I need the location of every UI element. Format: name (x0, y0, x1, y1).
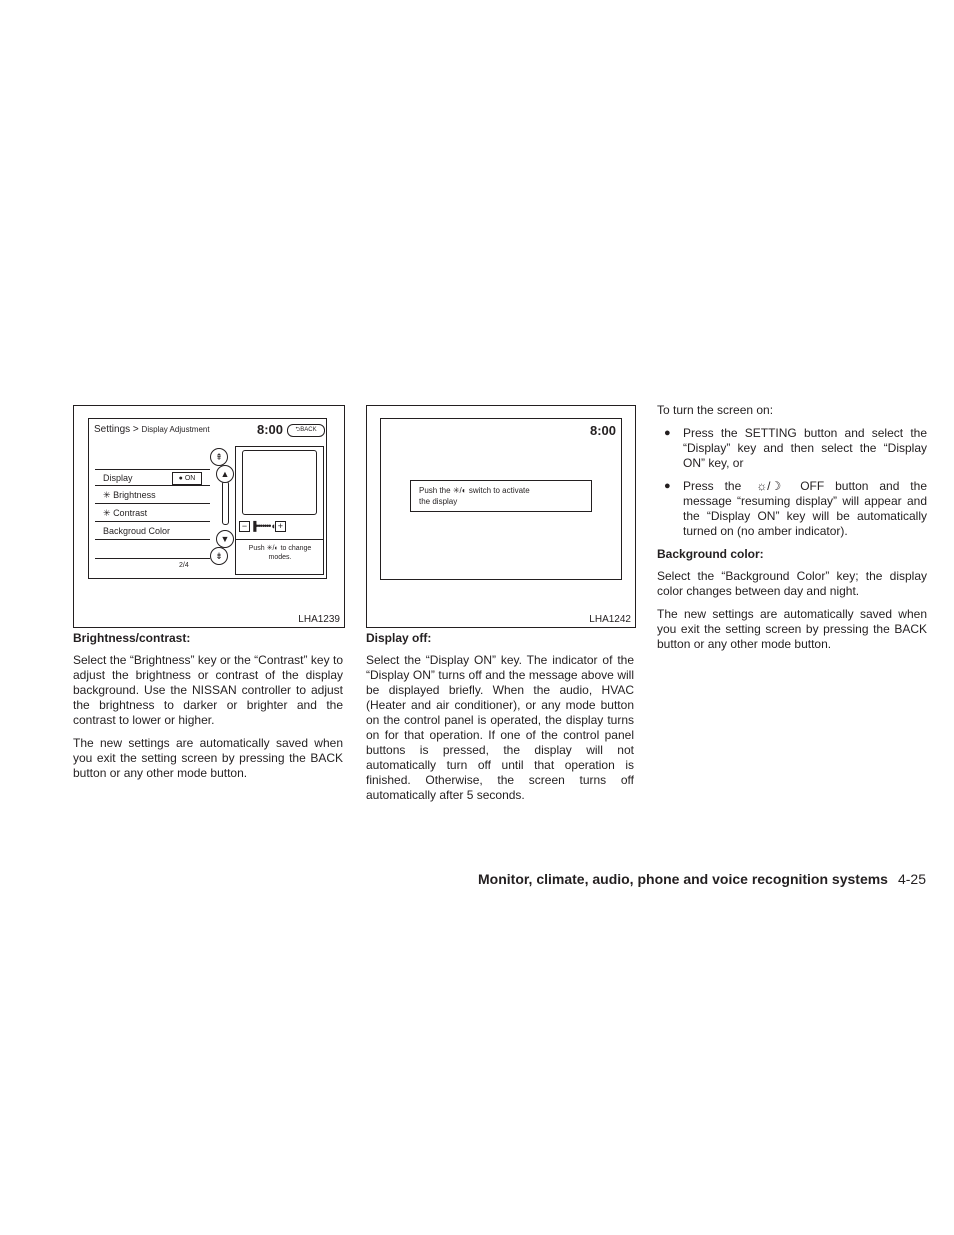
push-hint: Push ✳/◐ to change modes. (248, 545, 312, 561)
minus-icon: − (239, 521, 250, 532)
column-brightness-contrast (73, 631, 343, 789)
list-item: ● Press the ☼/☽ OFF button and the message “resuming display” will appear and the “Display ON” key will be automatically turned on (no amber indicator). (664, 479, 927, 538)
slider-track: ▐•••••••◖ (250, 521, 275, 531)
scroll-down-icon: ▼ (216, 530, 234, 548)
figure-display-adjustment (73, 405, 345, 628)
menu-item-contrast: ✳ Contrast (95, 505, 210, 522)
menu-item-background-color: Backgroud Color (95, 523, 210, 540)
settings-screen (88, 418, 327, 579)
intro-text: To turn the screen on: (657, 403, 774, 417)
paragraph: The new settings are automatically saved when you exit the setting screen by pressing the BACK button or any other mode button. (657, 607, 927, 651)
day-night-icon: ☼/☽ (756, 479, 782, 493)
contrast-icon: ✳ (103, 508, 111, 518)
clock: 8:00 (257, 422, 284, 437)
figure-label: LHA1242 (589, 614, 631, 625)
display-off-screen (380, 418, 622, 580)
on-indicator: ● ON (172, 472, 202, 485)
column-display-off (366, 631, 634, 811)
paragraph: Select the “Brightness” key or the “Contrast” key to adjust the brightness or contrast of the display background. Use the NISSAN controller to adjust the brightness to darker or brighter and the contrast to lower or higher. (73, 653, 343, 727)
scroll-top-icon: ⇞ (210, 448, 228, 466)
scroll-up-icon: ▲ (216, 465, 234, 483)
scroll-bottom-icon: ⇟ (210, 547, 228, 565)
menu-item-empty (95, 541, 210, 559)
hint-divider (236, 539, 323, 540)
menu-item-brightness: ✳ Brightness (95, 487, 210, 504)
figure-display-off (366, 405, 636, 628)
settings-title: Settings (94, 424, 131, 435)
section-heading: Background color: (657, 547, 764, 561)
figure-label: LHA1239 (298, 614, 340, 625)
sun-icon: ✳ (103, 490, 111, 500)
adjust-slider (239, 520, 319, 533)
day-night-icon: ✳/◐ (266, 545, 279, 552)
preview-window (242, 450, 317, 515)
return-arrow-icon: ⮌ (295, 427, 301, 433)
scroll-bar (222, 481, 229, 525)
paragraph: The new settings are automatically saved when you exit the setting screen by pressing the BACK button or any other mode button. (73, 736, 343, 780)
page-number: 4-25 (897, 871, 926, 887)
section-heading: Brightness/contrast: (73, 631, 191, 645)
menu-item-display: Display ● ON (95, 469, 210, 486)
paragraph: Select the “Background Color” key; the display color changes between day and night. (657, 569, 927, 598)
preview-area (235, 446, 324, 575)
page-indicator: 2/4 (179, 562, 189, 569)
bullet-icon: ● (664, 480, 671, 492)
display-adjustment-title: Display Adjustment (141, 425, 210, 434)
clock: 8:00 (589, 423, 616, 438)
screen-header: Settings > Display Adjustment (94, 424, 210, 435)
plus-icon: + (275, 521, 286, 532)
page-footer (478, 871, 926, 887)
column-turn-on (657, 403, 927, 660)
message-box: Push the ✳/◐ switch to activate the display (410, 480, 592, 512)
day-night-icon: ✳/◐ (452, 486, 467, 495)
paragraph: Select the “Display ON” key. The indicator of the “Display ON” turns off and the message above will be displayed briefly. When the audio, HVAC (Heater and air conditioner), or any mode button on the control panel is operated, the display turns on for that operation. If one of the control panel buttons is pressed, the display will not automatically turn off until that operation is finished. Otherwise, the screen turns off automatically after 5 seconds. (366, 653, 634, 802)
back-button: ⮌BACK (287, 424, 325, 437)
list-item: ● Press the SETTING button and select the “Display” key and then select the “Display ON” key, or (664, 426, 927, 470)
section-heading: Display off: (366, 631, 432, 645)
bullet-icon: ● (664, 427, 671, 439)
section-title: Monitor, climate, audio, phone and voice recognition systems (478, 871, 888, 887)
